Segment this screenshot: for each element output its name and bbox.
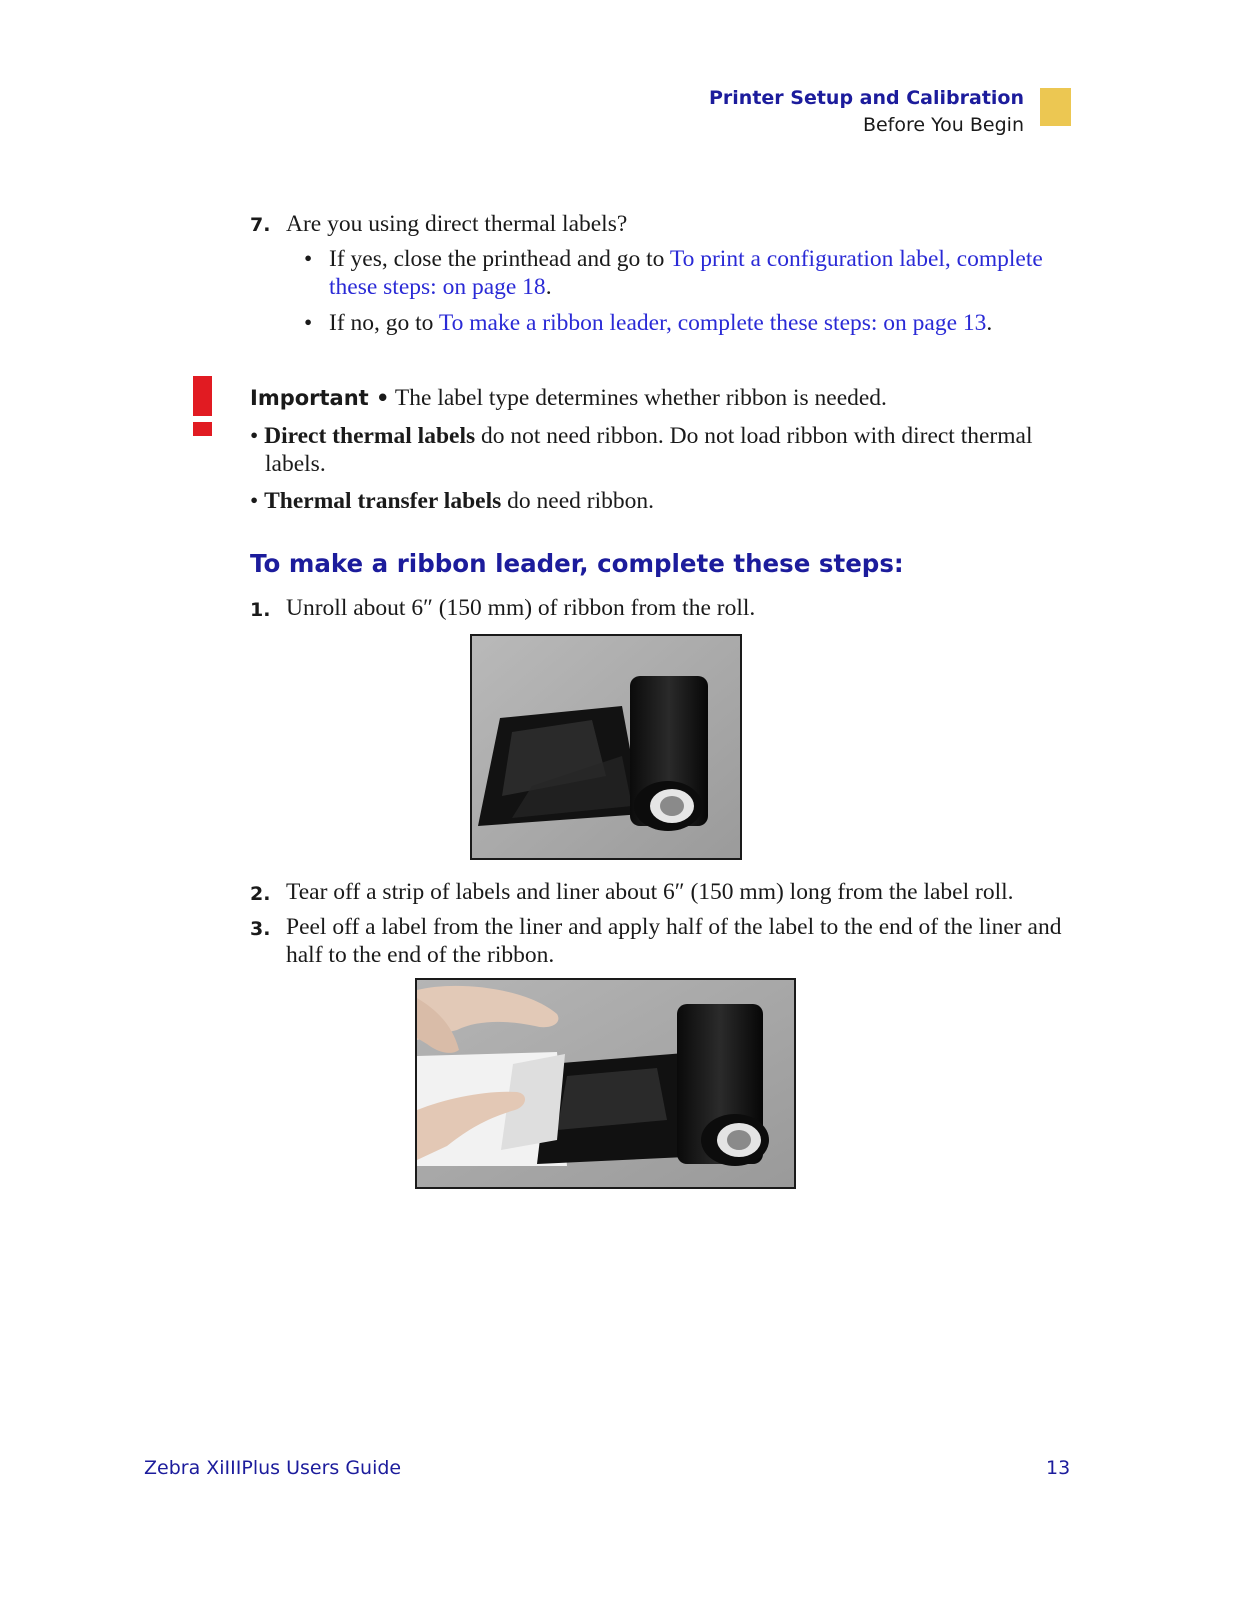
step-text-line: Peel off a label from the liner and apply half of the label to the end of the liner and [286,914,1062,940]
bullet-dot: • [250,488,265,514]
bullet-dot: • [304,310,313,336]
important-item-transfer [250,487,1060,515]
chapter-tab-marker [1040,88,1071,126]
term: Direct thermal labels [264,423,476,449]
footer-guide-title: Zebra XiIIIPlus Users Guide [144,1457,402,1479]
important-item-direct [250,422,1060,478]
subsection-title: Before You Begin [862,114,1024,136]
item-text: do need ribbon. [501,488,654,514]
step-text-line: half to the end of the ribbon. [286,942,555,968]
step-number: 1. [250,599,271,621]
link-config-label-cont[interactable]: these steps: on page 18 [329,274,546,300]
footer-page-number: 13 [1046,1457,1071,1479]
step-text: Tear off a strip of labels and liner about 6″ (150 mm) long from the label roll. [286,879,1014,905]
step-7 [250,210,627,239]
bullet-text: If yes, close the printhead and go to [329,246,670,272]
step-text: Are you using direct thermal labels? [286,211,628,237]
section-title: Printer Setup and Calibration [708,87,1024,109]
procedure-heading: To make a ribbon leader, complete these steps: [250,549,904,578]
important-label: Important • [250,386,390,410]
bullet-dot: • [304,246,313,272]
step-number: 3. [250,918,271,940]
step-text: Unroll about 6″ (150 mm) of ribbon from the roll. [286,595,756,621]
bullet-dot: • [250,423,265,449]
term: Thermal transfer labels [264,488,502,514]
item-text: do not need ribbon. Do not load ribbon with direct thermal [475,423,1033,449]
step-number: 7. [250,214,271,236]
link-config-label[interactable]: To print a configuration label, complete [669,246,1043,272]
important-note [250,384,887,412]
bullet-suffix: . [986,310,993,336]
bullet-text: If no, go to [329,310,439,336]
exclamation-mark-icon [193,376,212,436]
link-ribbon-leader[interactable]: To make a ribbon leader, complete these steps: on page 13 [438,310,987,336]
step-number: 2. [250,883,271,905]
important-text: The label type determines whether ribbon is needed. [389,385,887,411]
bullet-suffix: . [545,274,552,300]
label-application-photo [415,978,796,1189]
item-text-cont: labels. [265,451,326,477]
ribbon-roll-photo [470,634,742,860]
step-text [286,913,1086,969]
